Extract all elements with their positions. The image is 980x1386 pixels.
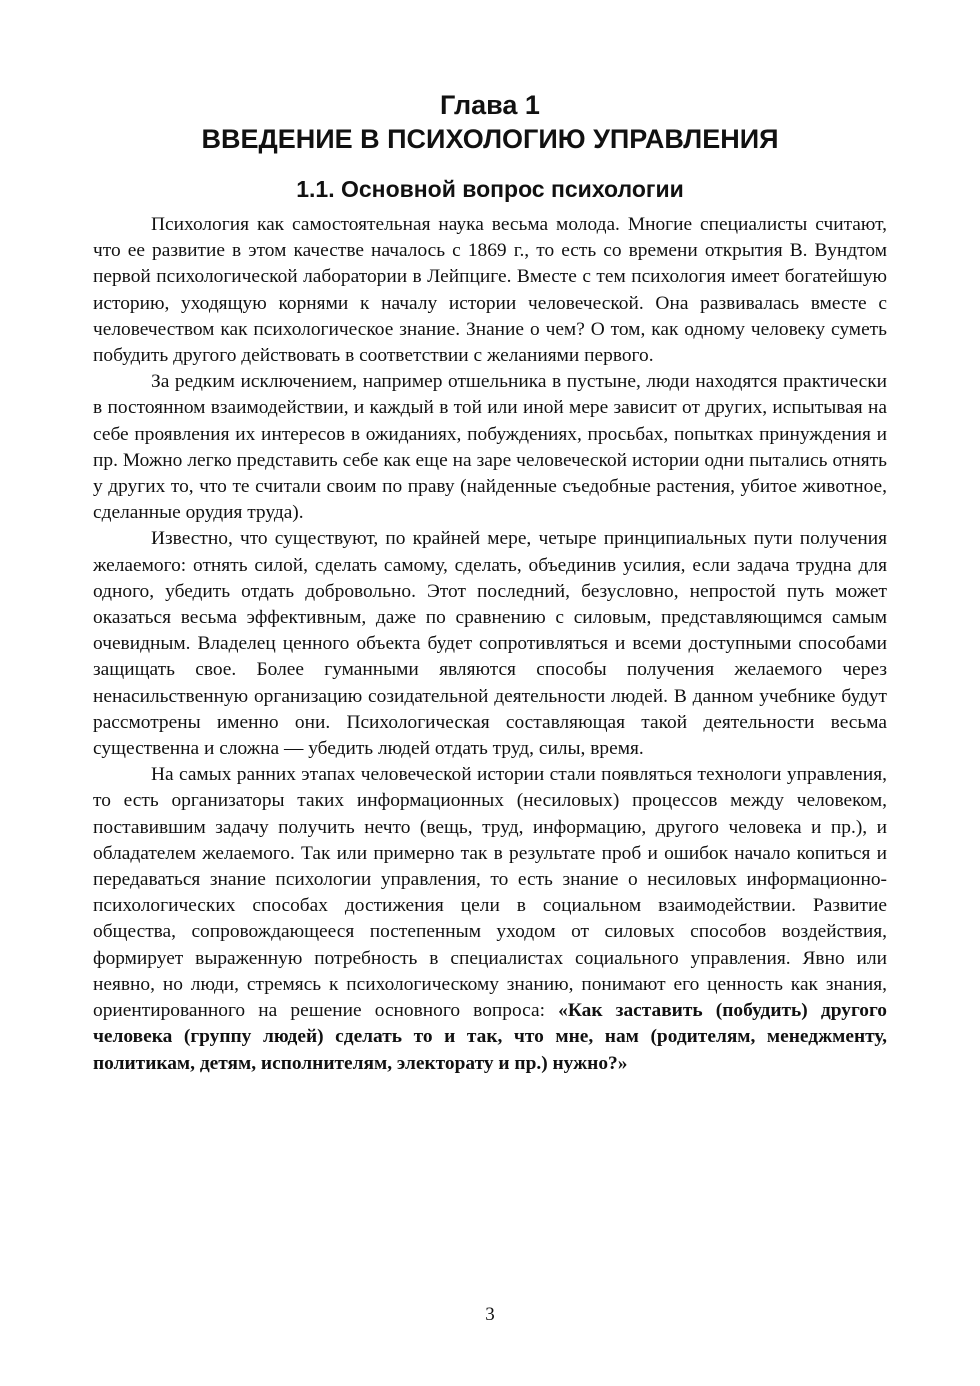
page-content [93,88,887,1077]
section-title: 1.1. Основной вопрос психологии [296,176,684,202]
paragraph-text: На самых ранних этапах человеческой истории стали появляться технологи управления, то есть организаторы таких информационных (несиловых) процессов между человеком, поставившим задачу получить нечто (вещь, труд, информацию, другого человека и пр.), и обладателем желаемого. Так или примерно так в результате проб и ошибок начало копиться и передаваться знание психологии управления, то есть знание о несиловых информационно-психологических способах достижения цели в социальном взаимодействии. Развитие общества, сопровождающееся постепенным уходом от силовых способов воздействия, формирует выраженную потребность в специалистах социального управления. Явно или неявно, но люди, стремясь к психологическому знанию, понимают его ценность как знания, ориентированного на решение основного вопроса: [93,764,887,1022]
main-question-bold: «Как заставить (побудить) другого человека (группу людей) сделать то и так, что мне, нам (родителям, менеджменту, политикам, детям, исполнителям, электорату и пр.) нужно?» [93,1000,887,1074]
page-number: 3 [485,1304,495,1325]
paragraph: За редким исключением, например отшельника в пустыне, люди находятся практически в постоянном взаимодействии, и каждый в той или иной мере зависит от других, испытывая на себе проявления их интересов в ожиданиях, побуждениях, просьбах, попытках принуждения и пр. Можно легко представить себе как еще на заре человеческой истории одни пытались отнять у других то, что те считали своим по праву (найденные съедобные растения, убитое животное, сделанные орудия труда). [93,371,887,524]
chapter-title: ВВЕДЕНИЕ В ПСИХОЛОГИЮ УПРАВЛЕНИЯ [201,124,779,154]
paragraph-last [93,762,887,1076]
chapter-label: Глава 1 [440,90,540,120]
paragraph: Известно, что существуют, по крайней мере, четыре принципиальных пути получения желаемого: отнять силой, сделать самому, сделать, объединив усилия, если задача трудна для одного, убедить отдать добровольно. Этот последний, безусловно, непростой путь может оказаться весьма эффективным, даже по сравнению с силовым, представляющимся самым очевидным. Владелец ценного объекта будет сопротивляться и всеми доступными способами защищать свое. Более гуманными являются способы получения желаемого через ненасильственную организацию созидательной деятельности людей. В данном учебнике будут рассмотрены именно они. Психологическая составляющая такой деятельности весьма существенна и сложна — убедить людей отдать труд, силы, время. [93,528,887,760]
paragraph: Психология как самостоятельная наука весьма молода. Многие специалисты считают, что ее развитие в этом качестве началось с 1869 г., то есть со времени открытия В. Вундтом первой психологической лаборатории в Лейпциге. Вместе с тем психология имеет богатейшую историю, уходящую корнями к началу истории человеческой. Она развивалась вместе с человечеством как психологическое знание. Знание о чем? О том, как одному человеку суметь побудить другого действовать в соответствии с желаниями первого. [93,214,887,367]
